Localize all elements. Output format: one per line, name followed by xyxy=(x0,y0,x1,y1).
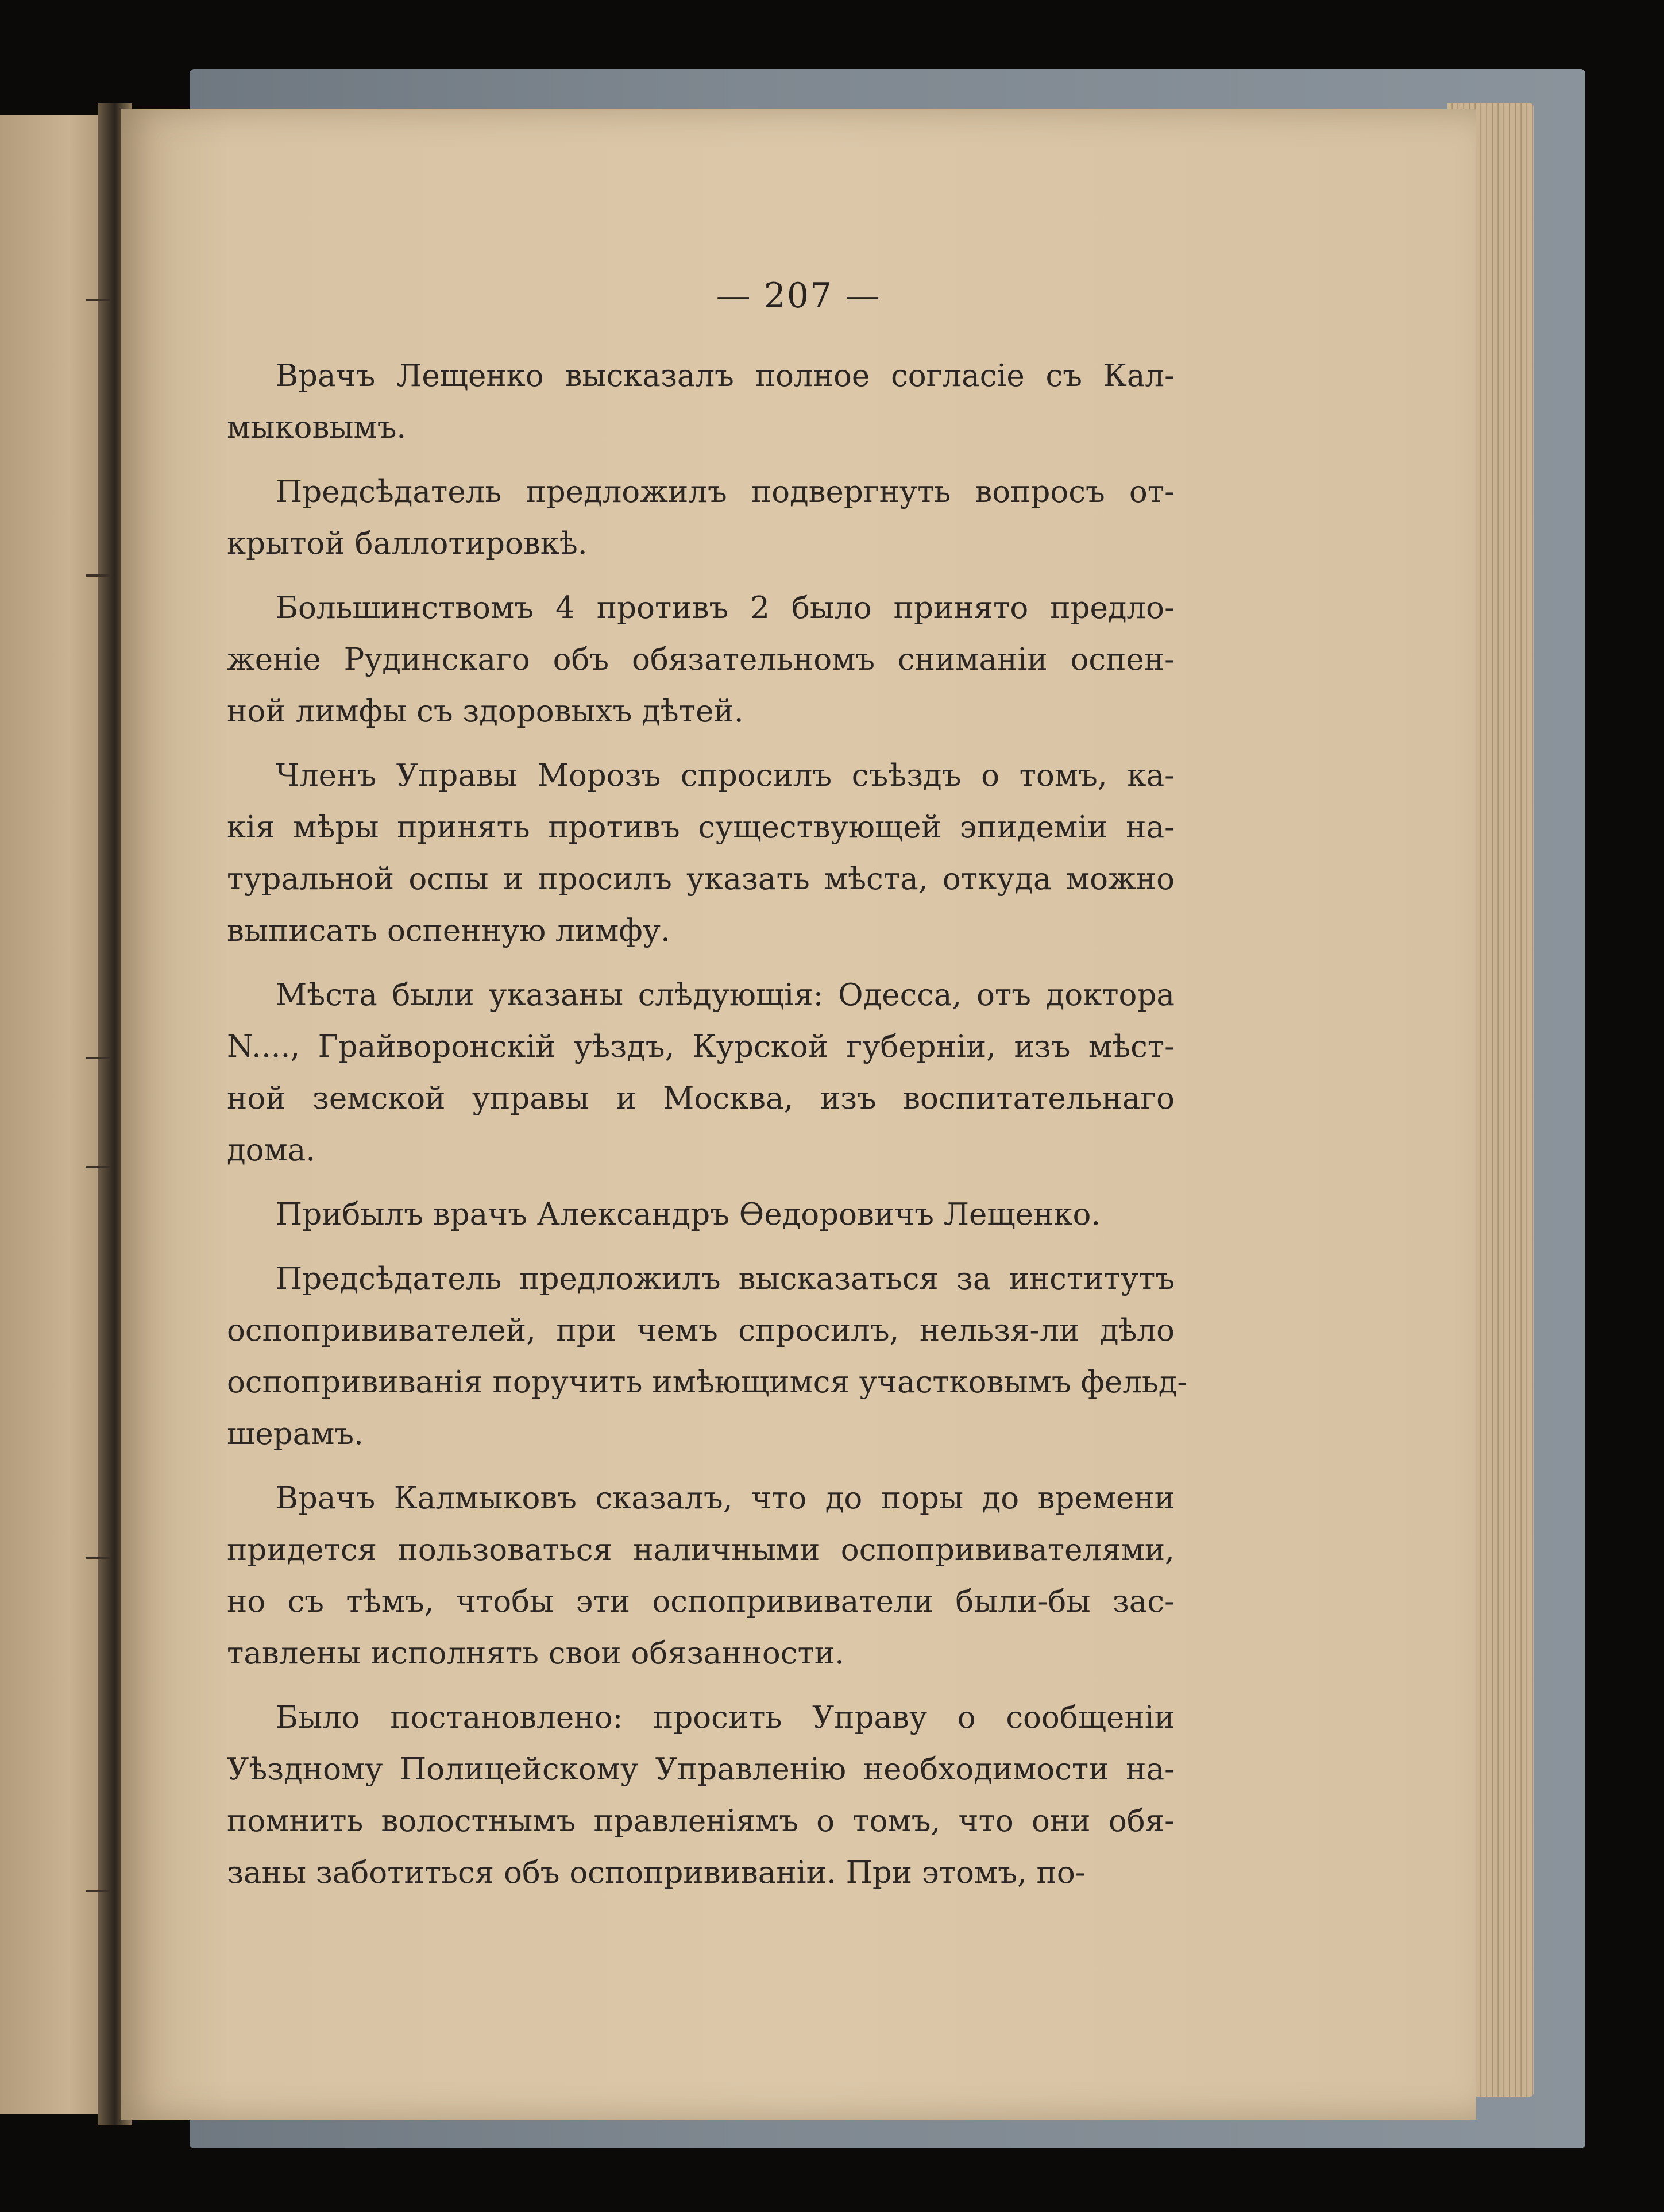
text-line: оспопрививателей, при чемъ спросилъ, нельзя-ли дѣло xyxy=(227,1313,1175,1348)
text-line: ной лимфы съ здоровыхъ дѣтей. xyxy=(227,694,744,729)
text-line: мыковымъ. xyxy=(227,410,407,445)
text-line: Членъ Управы Морозъ спросилъ съѣздъ о томъ, ка- xyxy=(276,758,1175,793)
paragraph xyxy=(227,750,1175,957)
paragraph xyxy=(227,1473,1175,1680)
binding-thread-mark xyxy=(86,1890,111,1892)
text-line: кія мѣры принять противъ существующей эпидеміи на- xyxy=(227,810,1175,845)
text-line: дома. xyxy=(227,1133,316,1168)
text-line: шерамъ. xyxy=(227,1416,364,1451)
text-line: помнить волостнымъ правленіямъ о томъ, что они обя- xyxy=(227,1804,1175,1839)
text-line: тавлены исполнять свои обязанности. xyxy=(227,1636,844,1671)
binding-thread-mark xyxy=(86,1057,111,1059)
binding-thread-mark xyxy=(86,1557,111,1559)
text-line: N...., Грайворонскій уѣздъ, Курской губерніи, изъ мѣст- xyxy=(227,1029,1175,1064)
text-line: Предсѣдатель предложилъ высказаться за институтъ xyxy=(276,1261,1175,1296)
binding-thread-mark xyxy=(86,299,111,301)
page-text xyxy=(227,350,1188,1912)
book-page xyxy=(121,109,1476,2120)
binding-thread-mark xyxy=(86,574,111,577)
paragraph xyxy=(227,582,1175,738)
paragraph xyxy=(227,1253,1188,1460)
text-line: выписать оспенную лимфу. xyxy=(227,913,670,948)
text-line: заны заботиться объ оспопрививаніи. При этомъ, по- xyxy=(227,1855,1086,1890)
paragraph xyxy=(227,350,1175,454)
text-line: Мѣста были указаны слѣдующія: Одесса, отъ доктора xyxy=(276,978,1175,1013)
text-line: Предсѣдатель предложилъ подвергнуть вопросъ от- xyxy=(276,474,1175,509)
text-line: оспопрививанія поручить имѣющимся участковымъ фельд- xyxy=(227,1365,1188,1400)
text-line: но съ тѣмъ, чтобы эти оспопрививатели были-бы зас- xyxy=(227,1584,1175,1619)
text-line: женіе Рудинскаго объ обязательномъ сниманіи оспен- xyxy=(227,642,1175,677)
page-number: — 207 — xyxy=(716,276,881,316)
text-line: Прибылъ врачъ Александръ Ѳедоровичъ Лещенко. xyxy=(276,1197,1101,1232)
paragraph xyxy=(227,970,1175,1176)
text-line: Уѣздному Полицейскому Управленію необходимости на- xyxy=(227,1752,1175,1787)
text-line: Врачъ Калмыковъ сказалъ, что до поры до времени xyxy=(276,1481,1175,1516)
text-line: Большинствомъ 4 противъ 2 было принято предло- xyxy=(276,590,1175,626)
paragraph xyxy=(227,1692,1175,1899)
text-line: ной земской управы и Москва, изъ воспитательнаго xyxy=(227,1081,1175,1116)
text-line: крытой баллотировкѣ. xyxy=(227,526,588,561)
text-line: туральной оспы и просилъ указать мѣста, откуда можно xyxy=(227,862,1175,897)
paragraph xyxy=(227,466,1175,570)
paragraph xyxy=(227,1189,1175,1241)
text-line: придется пользоваться наличными оспопрививателями, xyxy=(227,1532,1175,1568)
text-line: Было постановлено: просить Управу о сообщеніи xyxy=(276,1700,1175,1735)
binding-thread-mark xyxy=(86,1166,111,1168)
text-line: Врачъ Лещенко высказалъ полное согласіе съ Кал- xyxy=(276,358,1175,393)
